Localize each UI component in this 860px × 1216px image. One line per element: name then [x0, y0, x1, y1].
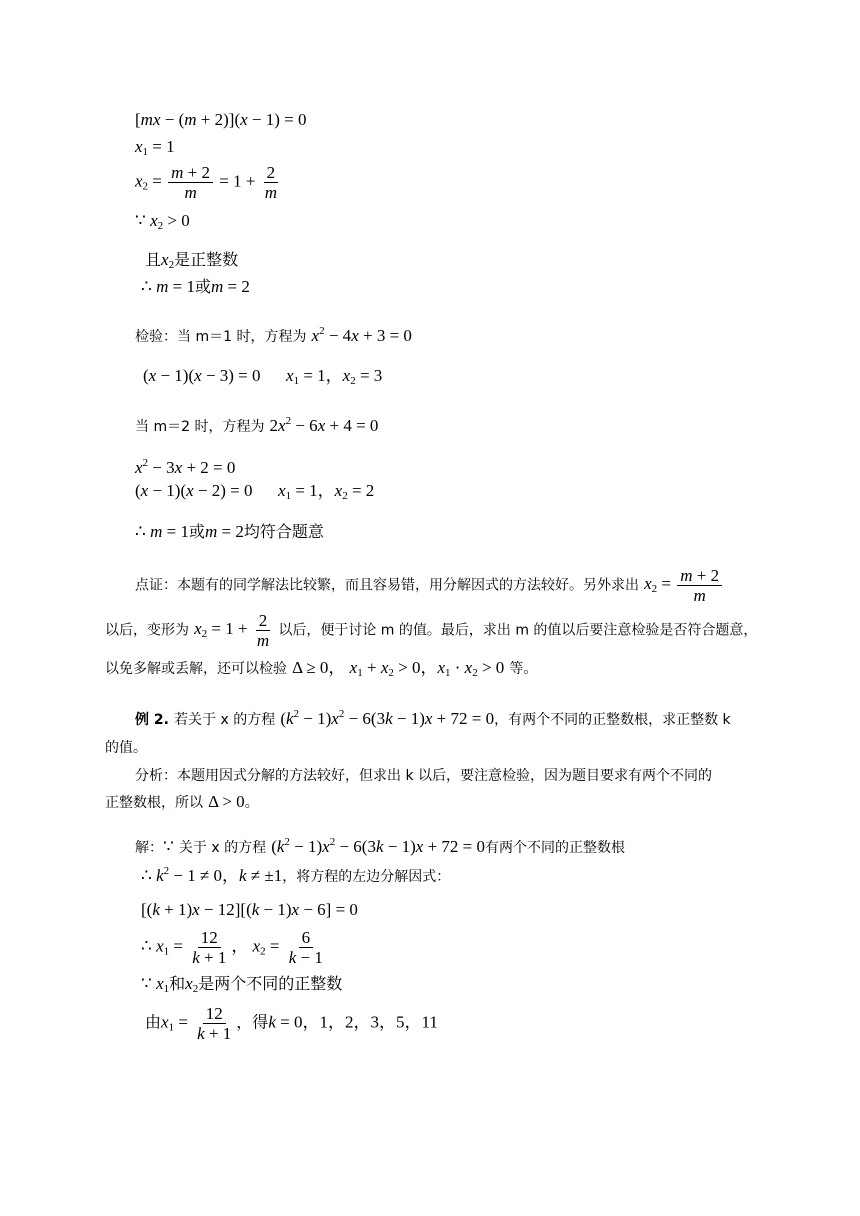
verify-m1: 检验：当 m＝1 时，方程为 $x^2 - 4x + 3 = 0$: [135, 325, 412, 345]
verify-m1-roots: (x − 1)(x − 3) = 0 $x_1 = 1$，$x_2 = 3$: [143, 366, 383, 387]
analysis-line-1: 分析：本题用因式分解的方法较好，但求出 k 以后，要注意检验，因为题目要求有两个不同的: [135, 768, 713, 784]
example-2-line-2: 的值。: [105, 740, 147, 756]
solution-line-2: ∴ $k^2 - 1 \ne 0$，k ≠ ±1，将方程的左边分解因式：: [141, 865, 451, 885]
eq-m-values: ∴ m = 1或m = 2: [141, 277, 250, 296]
eq-x2-pos-int: 且$x_2$是正整数: [145, 250, 239, 271]
eq-k-roots: ∴ $x_1$ = $\frac{12}{k + 1}$ ， $x_2$ = $\frac{6}{k - 1}$: [141, 928, 323, 967]
eq-x2-positive: ∵ $x_2 > 0$: [135, 211, 190, 232]
verify-m2: 当 m＝2 时，方程为 $2x^2 - 6x + 4 = 0$: [135, 415, 379, 435]
analysis-line-2: 正整数根，所以 Δ > 0。: [105, 792, 259, 811]
eq-k-values: 由$x_1$ = $\frac{12}{k + 1}$ ，得k = 0，1，2，3，5，11: [145, 1004, 438, 1043]
verify-m2-roots: (x − 1)(x − 2) = 0 $x_1 = 1$，$x_2 = 2$: [135, 481, 375, 502]
conclusion-m: ∴ m = 1或m = 2均符合题意: [135, 522, 324, 541]
eq-x2: $x_2$ = $\frac{m + 2}{m}$ = 1 + $\frac{2}{m}$: [135, 163, 277, 202]
note-line-2: 以后，变形为 $x_2 = 1$ + $\frac{2}{m}$ 以后，便于讨论 m 的值。最后，求出 m 的值以后要注意检验是否符合题意，: [105, 611, 758, 650]
eq-factored-k: [(k + 1)x − 12][(k − 1)x − 6] = 0: [141, 900, 358, 919]
eq-x1: $x_1 = 1$: [135, 137, 175, 158]
note-line-3: 以免多解或丢解，还可以检验 Δ ≥ 0， $x_1 + x_2 > 0$，$x_1 \cdot x_2 > 0$ 等。: [105, 658, 538, 679]
example-2-line-1: 例 2. 若关于 x 的方程 $(k^2 - 1)x^2 - 6(3k - 1)x + 72 = 0$，有两个不同的正整数根，求正整数 k: [135, 708, 731, 728]
verify-m2-simplified: $x^2 - 3x + 2 = 0$: [135, 457, 236, 477]
solution-line-1: 解：∵ 关于 x 的方程 $(k^2 - 1)x^2 - 6(3k - 1)x + 72 = 0$有两个不同的正整数根: [135, 836, 625, 856]
note-line-1: 点证：本题有的同学解法比较繁，而且容易错，用分解因式的方法较好。另外求出 $x_2$ = $\frac{m + 2}{m}$: [135, 566, 724, 605]
eq-roots-pos-int: ∵ $x_1$和$x_2$是两个不同的正整数: [141, 974, 343, 995]
eq-factored-m: [mx − (m + 2)](x − 1) = 0: [135, 110, 307, 129]
